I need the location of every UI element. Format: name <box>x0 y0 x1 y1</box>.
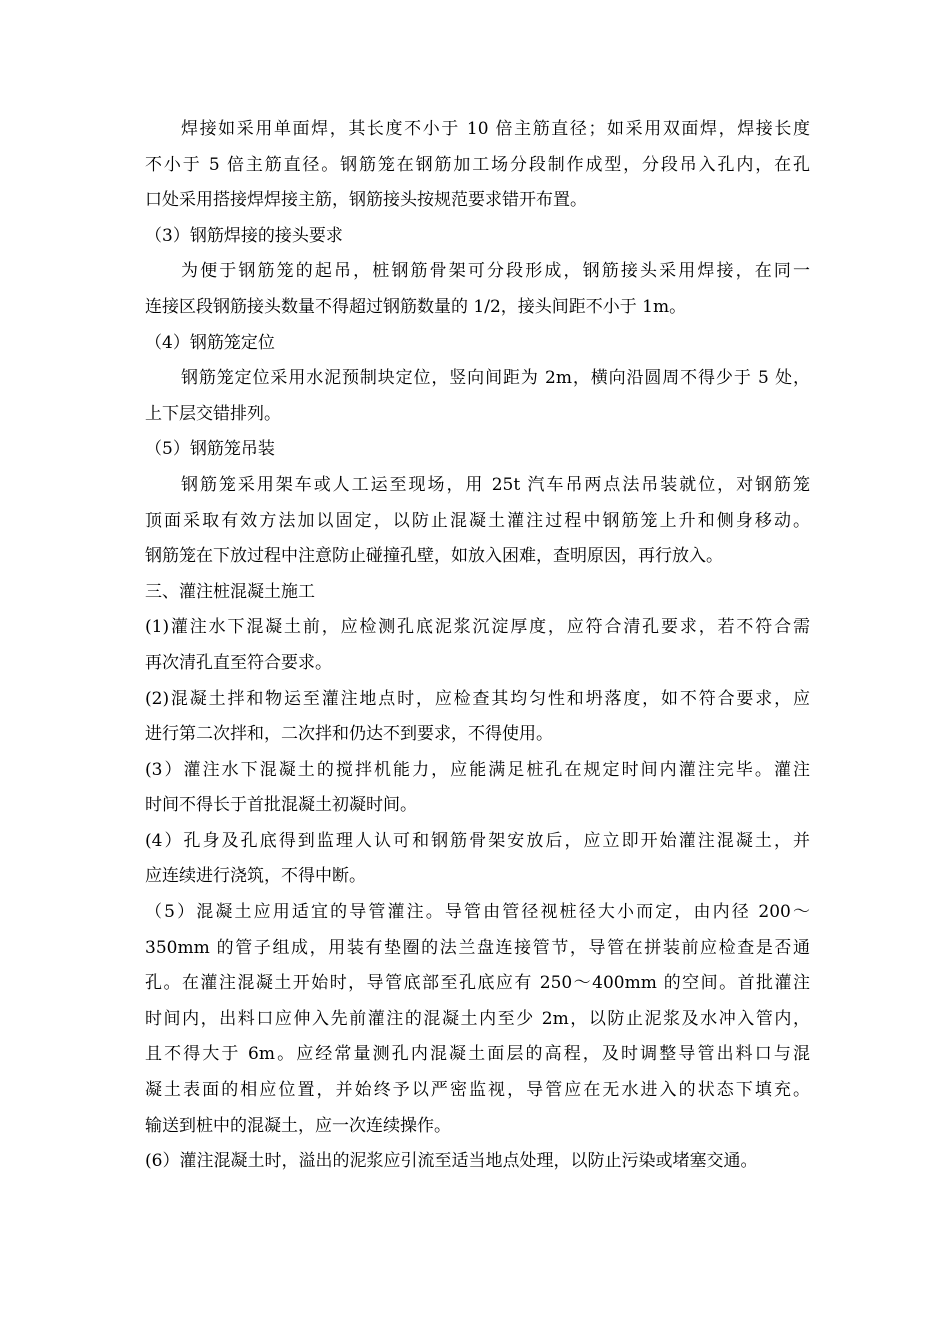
document-body <box>145 112 810 1180</box>
list-item-6 <box>145 1144 810 1180</box>
text-line: （5）混凝土应用适宜的导管灌注。导管由管径视桩径大小而定，由内径 200～ <box>145 902 810 923</box>
heading-cage-position: （4）钢筋笼定位 <box>145 332 275 353</box>
paragraph-cage-hoist <box>145 468 810 575</box>
list-item-1 <box>145 610 810 681</box>
text-line: 焊接如采用单面焊，其长度不小于 10 倍主筋直径；如采用双面焊，焊接长度 <box>181 119 810 139</box>
text-line: 钢筋笼采用架车或人工运至现场，用 25t 汽车吊两点法吊装就位，对钢筋笼 <box>181 474 810 495</box>
text-line: 输送到桩中的混凝土，应一次连续操作。 <box>145 1115 451 1136</box>
text-line: 顶面采取有效方法加以固定，以防止混凝土灌注过程中钢筋笼上升和侧身移动。 <box>145 510 810 531</box>
text-line: (1)灌注水下混凝土前，应检测孔底泥浆沉淀厚度，应符合清孔要求，若不符合需 <box>145 617 810 638</box>
paragraph-cage-position <box>145 361 810 432</box>
text-line: 钢筋笼在下放过程中注意防止碰撞孔壁，如放入困难，查明原因，再行放入。 <box>145 546 723 567</box>
text-line: 时间不得长于首批混凝土初凝时间。 <box>145 795 417 816</box>
text-line: 为便于钢筋笼的起吊，桩钢筋骨架可分段形成，钢筋接头采用焊接，在同一 <box>181 261 810 282</box>
paragraph-weld-joint <box>145 254 810 325</box>
list-item-5 <box>145 895 810 1144</box>
text-line: 钢筋笼定位采用水泥预制块定位，竖向间距为 2m，横向沿圆周不得少于 5 处， <box>181 368 810 389</box>
text-line: 上下层交错排列。 <box>145 403 281 424</box>
section-heading-pile-concrete: 三、灌注桩混凝土施工 <box>145 581 315 602</box>
text-line: (2)混凝土拌和物运至灌注地点时，应检查其均匀性和坍落度，如不符合要求，应 <box>145 688 810 709</box>
text-line: 时间内，出料口应伸入先前灌注的混凝土内至少 2m，以防止泥浆及水冲入管内， <box>145 1008 810 1029</box>
text-line: 口处采用搭接焊焊接主筋，钢筋接头按规范要求错开布置。 <box>145 190 587 211</box>
text-line: 不小于 5 倍主筋直径。钢筋笼在钢筋加工场分段制作成型，分段吊入孔内，在孔 <box>145 154 810 175</box>
paragraph-weld-length <box>145 112 810 219</box>
text-line: 孔。在灌注混凝土开始时，导管底部至孔底应有 250～400mm 的空间。首批灌注 <box>145 973 810 994</box>
text-line: 应连续进行浇筑，不得中断。 <box>145 866 366 887</box>
text-line: 凝土表面的相应位置，并始终予以严密监视，导管应在无水进入的状态下填充。 <box>145 1080 810 1101</box>
text-line: (4）孔身及孔底得到监理人认可和钢筋骨架安放后，应立即开始灌注混凝土，并 <box>145 830 810 851</box>
text-line: 连接区段钢筋接头数量不得超过钢筋数量的 1/2，接头间距不小于 1m。 <box>145 296 687 317</box>
text-line: 且不得大于 6m。应经常量测孔内混凝土面层的高程，及时调整导管出料口与混 <box>145 1044 810 1065</box>
list-item-4 <box>145 824 810 895</box>
text-line: 再次清孔直至符合要求。 <box>145 652 332 673</box>
text-line: 350mm 的管子组成，用装有垫圈的法兰盘连接管节，导管在拼装前应检查是否通 <box>145 937 810 958</box>
text-line: (6）灌注混凝土时，溢出的泥浆应引流至适当地点处理，以防止污染或堵塞交通。 <box>145 1151 758 1172</box>
heading-cage-hoist: （5）钢筋笼吊装 <box>145 439 275 460</box>
list-item-2 <box>145 682 810 753</box>
text-line: 进行第二次拌和，二次拌和仍达不到要求，不得使用。 <box>145 724 553 745</box>
text-line: (3）灌注水下混凝土的搅拌机能力，应能满足桩孔在规定时间内灌注完毕。灌注 <box>145 759 810 780</box>
heading-weld-joint: （3）钢筋焊接的接头要求 <box>145 225 343 246</box>
list-item-3 <box>145 753 810 824</box>
